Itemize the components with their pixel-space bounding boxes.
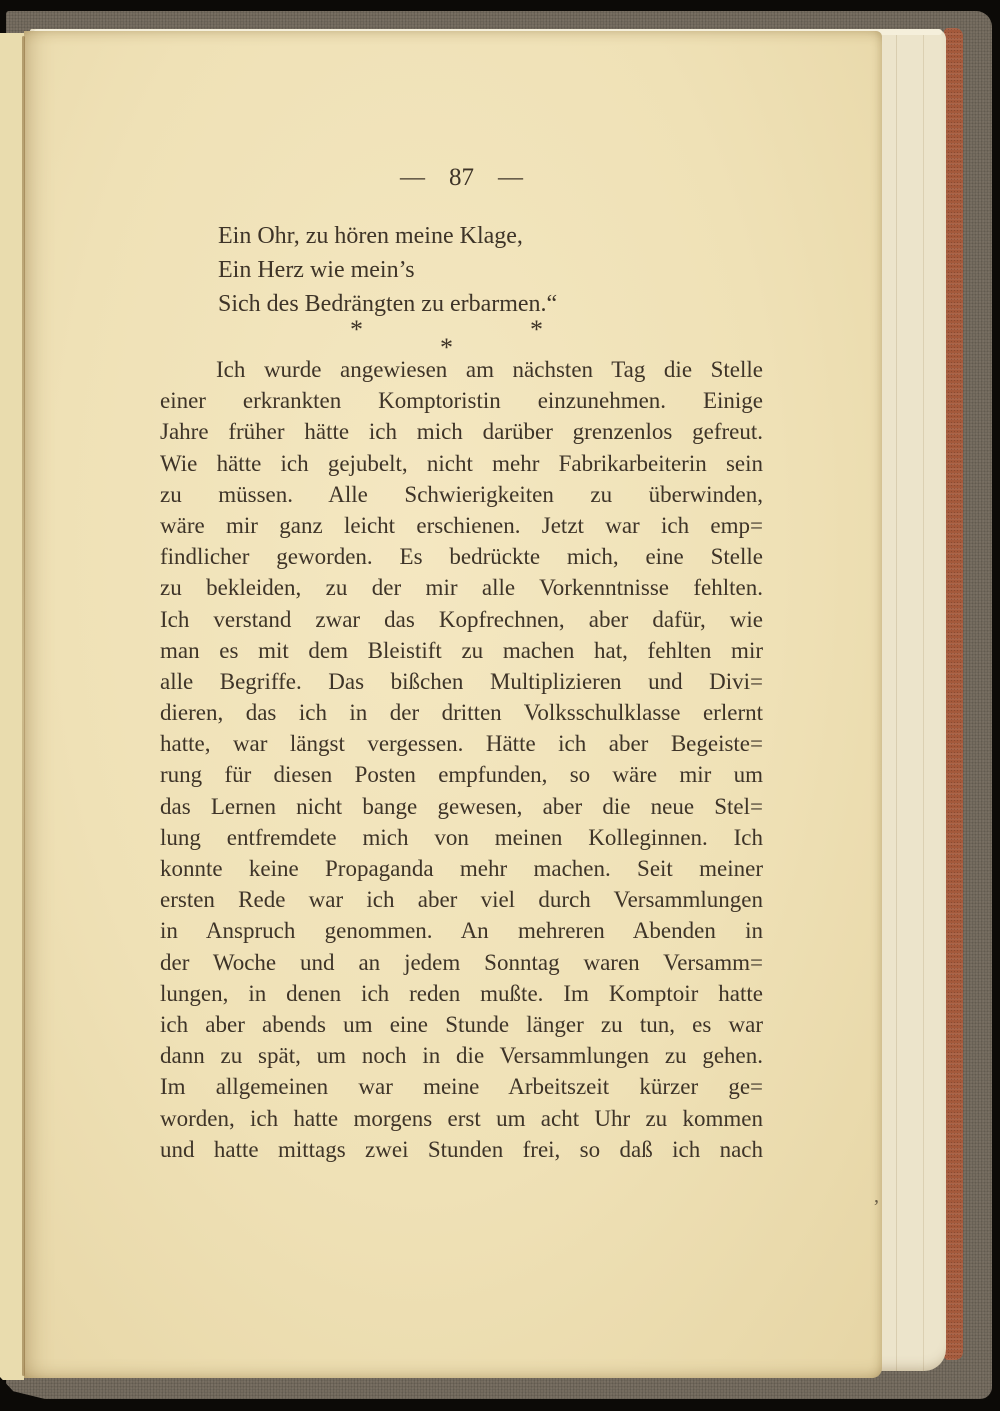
separator-asterisk: * xyxy=(440,333,453,362)
separator-asterisk: * xyxy=(350,315,363,344)
verse-quote xyxy=(218,219,778,321)
body-line: und hatte mittags zwei Stunden frei, so daß ich nach xyxy=(160,1136,763,1162)
body-line: konnte keine Propaganda mehr machen. Seit meiner xyxy=(160,856,763,881)
body-line: lungen, in denen ich reden mußte. Im Komptoir hatte xyxy=(160,980,763,1006)
body-line: ersten Rede war ich aber viel durch Versammlungen xyxy=(160,887,763,913)
body-line: rung für diesen Posten empfunden, so wäre mir um xyxy=(160,762,763,788)
body-line: Wie hätte ich gejubelt, nicht mehr Fabrikarbeiterin sein xyxy=(160,450,763,476)
body-line: worden, ich hatte morgens erst um acht Uhr zu kommen xyxy=(160,1105,763,1131)
body-line: lung entfremdete mich von meinen Kolleginnen. Ich xyxy=(160,824,763,850)
body-line: dieren, das ich in der dritten Volksschulklasse erlernt xyxy=(160,700,763,726)
header-right-dash: — xyxy=(498,164,523,191)
body-line: einer erkrankten Komptoristin einzunehmen. Einige xyxy=(160,388,763,414)
page-header xyxy=(160,164,763,192)
body-line: findlicher geworden. Es bedrückte mich, eine Stelle xyxy=(160,544,763,570)
stray-ink-mark: ’ xyxy=(873,1196,880,1218)
body-line: Ich verstand zwar das Kopfrechnen, aber dafür, wie xyxy=(160,606,763,632)
body-line: zu bekleiden, zu der mir alle Vorkenntnisse fehlten. xyxy=(160,575,763,601)
body-line: hatte, war längst vergessen. Hätte ich aber Begeiste= xyxy=(160,731,763,757)
header-left-dash: — xyxy=(400,164,425,191)
verse-line: Ein Ohr, zu hören meine Klage, xyxy=(218,223,523,249)
verse-line: Ein Herz wie mein’s xyxy=(218,257,415,283)
body-line: ich aber abends um eine Stunde länger zu tun, es war xyxy=(160,1011,763,1037)
body-line: in Anspruch genommen. An mehreren Abenden in xyxy=(160,918,763,944)
page-number: 87 xyxy=(449,164,474,191)
body-line: dann zu spät, um noch in die Versammlungen zu gehen. xyxy=(160,1043,763,1069)
body-line: zu müssen. Alle Schwierigkeiten zu überwinden, xyxy=(160,481,763,507)
body-paragraph xyxy=(160,354,763,1165)
body-line: wäre mir ganz leicht erschienen. Jetzt war ich emp= xyxy=(160,512,763,538)
verse-line: Sich des Bedrängten zu erbarmen.“ xyxy=(218,291,558,317)
body-line: Ich wurde angewiesen am nächsten Tag die Stelle xyxy=(216,357,763,382)
separator-asterisk: * xyxy=(530,315,543,344)
body-line: Im allgemeinen war meine Arbeitszeit kürzer ge= xyxy=(160,1074,763,1100)
body-line: das Lernen nicht bange gewesen, aber die neue Stel= xyxy=(160,793,763,819)
body-line: Jahre früher hätte ich mich darüber grenzenlos gefreut. xyxy=(160,419,763,445)
body-line: der Woche und an jedem Sonntag waren Versamm= xyxy=(160,949,763,975)
body-line: man es mit dem Bleistift zu machen hat, fehlten mir xyxy=(160,637,763,663)
body-line: alle Begriffe. Das bißchen Multiplizieren und Divi= xyxy=(160,668,763,694)
